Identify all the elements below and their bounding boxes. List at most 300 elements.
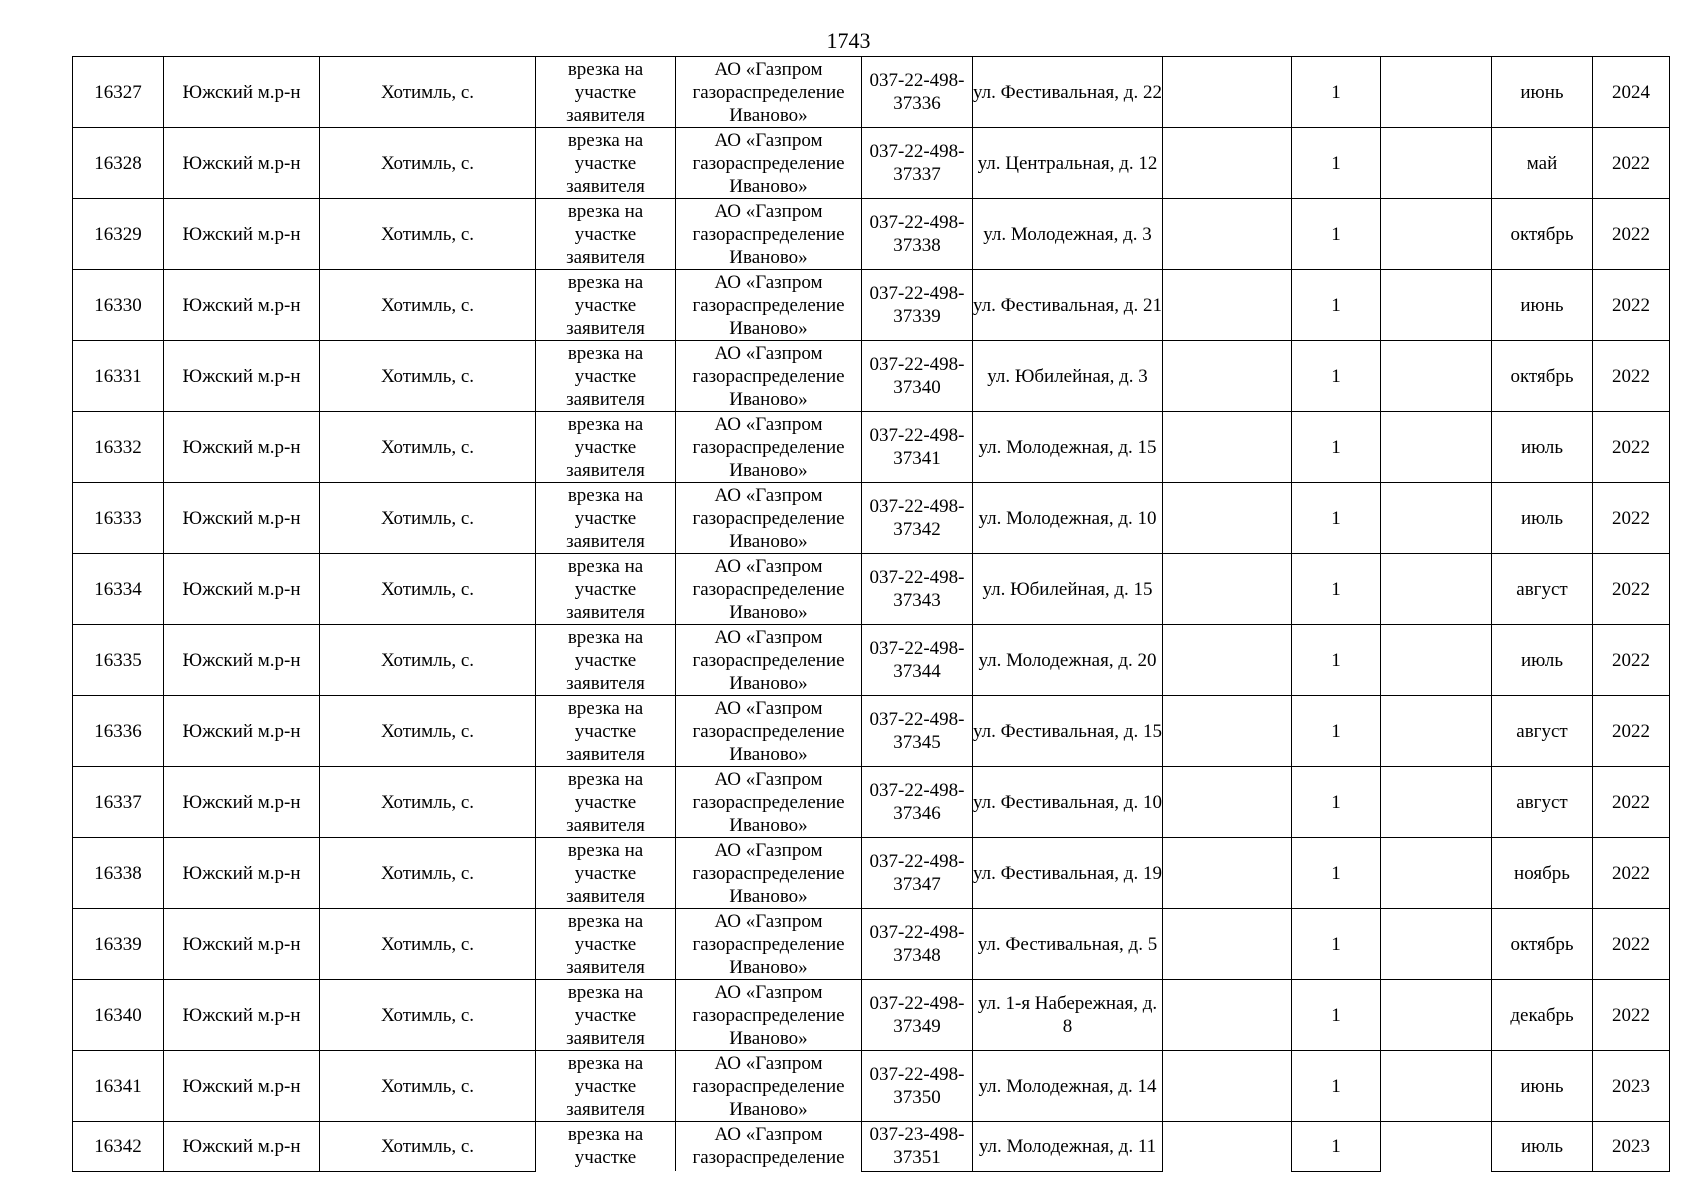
table-row <box>73 767 1670 838</box>
row-number <box>73 767 164 838</box>
locality-cell <box>320 838 536 909</box>
empty-cell <box>1163 625 1292 696</box>
count-cell-text: 1 <box>1331 791 1341 813</box>
address-cell-text: ул. Юбилейная, д. 15 <box>982 578 1153 600</box>
year-cell <box>1593 767 1670 838</box>
count-cell <box>1292 199 1381 270</box>
year-cell-text: 2022 <box>1612 365 1650 387</box>
connection-type-cell-text: врезка на участке заявителя <box>566 342 645 410</box>
locality-cell <box>320 1122 536 1172</box>
count-cell-text: 1 <box>1331 152 1341 174</box>
month-cell-text: август <box>1516 578 1568 600</box>
address-cell-text: ул. Фестивальная, д. 19 <box>973 862 1162 884</box>
count-cell <box>1292 625 1381 696</box>
connection-type-cell <box>536 199 676 270</box>
month-cell-text: июнь <box>1520 1075 1564 1097</box>
month-cell-text: июнь <box>1520 81 1564 103</box>
locality-cell <box>320 412 536 483</box>
month-cell <box>1492 625 1593 696</box>
locality-cell-text: Хотимль, с. <box>380 294 475 316</box>
address-cell <box>973 838 1163 909</box>
count-cell <box>1292 270 1381 341</box>
address-cell-text: ул. Молодежная, д. 20 <box>978 649 1157 671</box>
row-number-text: 16339 <box>94 933 142 955</box>
district-cell <box>164 554 320 625</box>
gas-company-cell-text: АО «Газпром газораспределение Иваново» <box>692 626 845 694</box>
locality-cell-text: Хотимль, с. <box>380 223 475 245</box>
address-cell <box>973 412 1163 483</box>
row-number <box>73 341 164 412</box>
object-code-cell-text: 037-22-498-37344 <box>869 638 965 682</box>
district-cell <box>164 980 320 1051</box>
year-cell-text: 2023 <box>1612 1135 1650 1157</box>
year-cell-text: 2022 <box>1612 1004 1650 1026</box>
locality-cell-text: Хотимль, с. <box>380 152 475 174</box>
object-code-cell-text: 037-22-498-37341 <box>869 425 965 469</box>
connection-type-cell <box>536 696 676 767</box>
table-row <box>73 412 1670 483</box>
address-cell <box>973 199 1163 270</box>
district-cell-text: Южский м.р-н <box>182 933 301 955</box>
object-code-cell <box>862 909 973 980</box>
address-cell <box>973 341 1163 412</box>
count-cell <box>1292 838 1381 909</box>
count-cell <box>1292 1051 1381 1122</box>
month-cell-text: май <box>1526 152 1558 174</box>
empty-cell <box>1163 128 1292 199</box>
empty-cell <box>1163 767 1292 838</box>
address-cell-text: ул. Фестивальная, д. 21 <box>973 294 1162 316</box>
district-cell-text: Южский м.р-н <box>182 1075 301 1097</box>
connection-type-cell <box>536 554 676 625</box>
year-cell-text: 2022 <box>1612 294 1650 316</box>
year-cell-text: 2022 <box>1612 223 1650 245</box>
row-number <box>73 909 164 980</box>
locality-cell-text: Хотимль, с. <box>380 791 475 813</box>
year-cell <box>1593 483 1670 554</box>
object-code-cell-text: 037-22-498-37340 <box>869 354 965 398</box>
gas-company-cell-text: АО «Газпром газораспределение Иваново» <box>692 200 845 268</box>
row-number-text: 16329 <box>94 223 142 245</box>
connection-type-cell <box>536 838 676 909</box>
table-row <box>73 128 1670 199</box>
address-cell <box>973 128 1163 199</box>
row-number-text: 16327 <box>94 81 142 103</box>
count-cell <box>1292 128 1381 199</box>
locality-cell-text: Хотимль, с. <box>380 862 475 884</box>
gas-company-cell-text: АО «Газпром газораспределение Иваново» <box>692 768 845 836</box>
district-cell <box>164 625 320 696</box>
object-code-cell-text: 037-22-498-37349 <box>869 993 965 1037</box>
district-cell-text: Южский м.р-н <box>182 1004 301 1026</box>
row-number <box>73 412 164 483</box>
gas-company-cell <box>676 980 862 1051</box>
month-cell-text: июнь <box>1520 294 1564 316</box>
locality-cell <box>320 483 536 554</box>
gas-company-cell <box>676 767 862 838</box>
year-cell-text: 2022 <box>1612 933 1650 955</box>
count-cell-text: 1 <box>1331 81 1341 103</box>
table-row <box>73 483 1670 554</box>
locality-cell-text: Хотимль, с. <box>380 649 475 671</box>
year-cell <box>1593 980 1670 1051</box>
year-cell-text: 2022 <box>1612 649 1650 671</box>
object-code-cell <box>862 270 973 341</box>
district-cell-text: Южский м.р-н <box>182 578 301 600</box>
row-number-text: 16342 <box>94 1135 142 1157</box>
month-cell-text: август <box>1516 791 1568 813</box>
count-cell-text: 1 <box>1331 649 1341 671</box>
district-cell-text: Южский м.р-н <box>182 720 301 742</box>
locality-cell-text: Хотимль, с. <box>380 81 475 103</box>
address-cell <box>973 1051 1163 1122</box>
object-code-cell-text: 037-22-498-37346 <box>869 780 965 824</box>
year-cell-text: 2023 <box>1612 1075 1650 1097</box>
gas-company-cell-text: АО «Газпром газораспределение Иваново» <box>692 1052 845 1120</box>
empty-cell <box>1381 767 1492 838</box>
address-cell-text: ул. Юбилейная, д. 3 <box>987 365 1148 387</box>
empty-cell <box>1163 483 1292 554</box>
district-cell-text: Южский м.р-н <box>182 81 301 103</box>
object-code-cell-text: 037-22-498-37339 <box>869 283 965 327</box>
locality-cell <box>320 696 536 767</box>
address-cell <box>973 909 1163 980</box>
district-cell <box>164 1122 320 1172</box>
empty-cell <box>1163 838 1292 909</box>
object-code-cell-text: 037-22-498-37338 <box>869 212 965 256</box>
district-cell <box>164 767 320 838</box>
empty-cell <box>1163 341 1292 412</box>
row-number <box>73 199 164 270</box>
month-cell-text: декабрь <box>1510 1004 1574 1026</box>
empty-cell <box>1381 625 1492 696</box>
count-cell-text: 1 <box>1331 436 1341 458</box>
address-cell-text: ул. Фестивальная, д. 5 <box>977 933 1158 955</box>
object-code-cell-text: 037-22-498-37350 <box>869 1064 965 1108</box>
count-cell <box>1292 57 1381 128</box>
district-cell-text: Южский м.р-н <box>182 1135 301 1157</box>
year-cell <box>1593 412 1670 483</box>
connection-type-cell <box>536 1051 676 1122</box>
address-cell-text: ул. Молодежная, д. 10 <box>978 507 1157 529</box>
empty-cell <box>1163 412 1292 483</box>
district-cell <box>164 128 320 199</box>
empty-cell <box>1163 1122 1292 1172</box>
empty-cell <box>1381 696 1492 767</box>
connection-type-cell-text: врезка на участке заявителя <box>566 200 645 268</box>
locality-cell-text: Хотимль, с. <box>380 578 475 600</box>
gas-company-cell-text: АО «Газпром газораспределение Иваново» <box>692 484 845 552</box>
month-cell <box>1492 341 1593 412</box>
year-cell-text: 2022 <box>1612 862 1650 884</box>
year-cell-text: 2024 <box>1612 81 1650 103</box>
row-number-text: 16330 <box>94 294 142 316</box>
month-cell-text: июль <box>1520 1135 1564 1157</box>
object-code-cell-text: 037-22-498-37336 <box>869 70 965 114</box>
year-cell-text: 2022 <box>1612 791 1650 813</box>
locality-cell-text: Хотимль, с. <box>380 507 475 529</box>
count-cell <box>1292 980 1381 1051</box>
locality-cell-text: Хотимль, с. <box>380 365 475 387</box>
gas-company-cell-text: АО «Газпром газораспределение Иваново» <box>692 413 845 481</box>
month-cell-text: ноябрь <box>1514 862 1570 884</box>
year-cell <box>1593 128 1670 199</box>
count-cell-text: 1 <box>1331 1135 1341 1157</box>
month-cell <box>1492 696 1593 767</box>
address-cell-text: ул. Молодежная, д. 15 <box>978 436 1157 458</box>
object-code-cell <box>862 767 973 838</box>
row-number <box>73 554 164 625</box>
empty-cell <box>1163 1051 1292 1122</box>
month-cell-text: октябрь <box>1510 365 1574 387</box>
count-cell <box>1292 483 1381 554</box>
row-number <box>73 696 164 767</box>
locality-cell <box>320 625 536 696</box>
table-row <box>73 270 1670 341</box>
district-cell <box>164 1051 320 1122</box>
locality-cell <box>320 270 536 341</box>
table-row <box>73 554 1670 625</box>
gas-company-cell <box>676 128 862 199</box>
gas-company-cell-text: АО «Газпром газораспределение Иваново» <box>692 555 845 623</box>
count-cell-text: 1 <box>1331 933 1341 955</box>
empty-cell <box>1163 199 1292 270</box>
year-cell <box>1593 838 1670 909</box>
gas-company-cell <box>676 412 862 483</box>
connection-type-cell <box>536 128 676 199</box>
year-cell-text: 2022 <box>1612 152 1650 174</box>
object-code-cell-text: 037-22-498-37345 <box>869 709 965 753</box>
month-cell <box>1492 483 1593 554</box>
month-cell-text: июль <box>1520 507 1564 529</box>
connection-type-cell <box>536 57 676 128</box>
gas-company-cell-text: АО «Газпром газораспределение Иваново» <box>692 58 845 126</box>
connection-type-cell-text: врезка на участке заявителя <box>566 555 645 623</box>
object-code-cell <box>862 57 973 128</box>
address-cell <box>973 980 1163 1051</box>
gas-company-cell <box>676 57 862 128</box>
address-cell-text: ул. Молодежная, д. 11 <box>978 1135 1157 1157</box>
connection-type-cell-text: врезка на участке заявителя <box>566 839 645 907</box>
count-cell <box>1292 554 1381 625</box>
gas-company-cell <box>676 199 862 270</box>
month-cell <box>1492 412 1593 483</box>
month-cell-text: октябрь <box>1510 223 1574 245</box>
row-number-text: 16332 <box>94 436 142 458</box>
year-cell <box>1593 625 1670 696</box>
object-code-cell <box>862 554 973 625</box>
locality-cell <box>320 57 536 128</box>
count-cell <box>1292 696 1381 767</box>
gas-company-cell <box>676 341 862 412</box>
address-cell <box>973 767 1163 838</box>
table-row <box>73 980 1670 1051</box>
count-cell-text: 1 <box>1331 223 1341 245</box>
empty-cell <box>1381 980 1492 1051</box>
count-cell <box>1292 341 1381 412</box>
empty-cell <box>1381 128 1492 199</box>
gas-company-cell <box>676 483 862 554</box>
locality-cell-text: Хотимль, с. <box>380 436 475 458</box>
table-row <box>73 909 1670 980</box>
empty-cell <box>1381 412 1492 483</box>
gas-company-cell-text: АО «Газпром газораспределение Иваново» <box>692 342 845 410</box>
year-cell <box>1593 1051 1670 1122</box>
gas-company-cell <box>676 270 862 341</box>
gas-company-cell <box>676 696 862 767</box>
object-code-cell-text: 037-22-498-37342 <box>869 496 965 540</box>
year-cell <box>1593 270 1670 341</box>
address-cell <box>973 554 1163 625</box>
empty-cell <box>1163 980 1292 1051</box>
month-cell <box>1492 128 1593 199</box>
table-row <box>73 1051 1670 1122</box>
gas-company-cell-text: АО «Газпром газораспределение Иваново» <box>692 271 845 339</box>
row-number-text: 16340 <box>94 1004 142 1026</box>
connection-type-cell-text: врезка на участке заявителя <box>566 910 645 978</box>
empty-cell <box>1163 696 1292 767</box>
object-code-cell-text: 037-22-498-37348 <box>869 922 965 966</box>
count-cell-text: 1 <box>1331 1075 1341 1097</box>
locality-cell <box>320 341 536 412</box>
year-cell <box>1593 1122 1670 1172</box>
connection-type-cell-text: врезка на участке <box>567 1124 644 1168</box>
address-cell <box>973 270 1163 341</box>
row-number <box>73 838 164 909</box>
registry-table <box>72 56 1670 1172</box>
empty-cell <box>1163 909 1292 980</box>
locality-cell-text: Хотимль, с. <box>380 720 475 742</box>
object-code-cell <box>862 412 973 483</box>
connection-type-cell-text: врезка на участке заявителя <box>566 697 645 765</box>
address-cell <box>973 625 1163 696</box>
row-number <box>73 625 164 696</box>
object-code-cell <box>862 199 973 270</box>
page-number: 1743 <box>826 28 871 53</box>
count-cell <box>1292 767 1381 838</box>
connection-type-cell <box>536 341 676 412</box>
district-cell <box>164 412 320 483</box>
locality-cell <box>320 1051 536 1122</box>
connection-type-cell <box>536 980 676 1051</box>
gas-company-cell <box>676 909 862 980</box>
address-cell-text: ул. Фестивальная, д. 15 <box>973 720 1162 742</box>
gas-company-cell-text: АО «Газпром газораспределение Иваново» <box>692 129 845 197</box>
empty-cell <box>1163 554 1292 625</box>
district-cell-text: Южский м.р-н <box>182 294 301 316</box>
row-number <box>73 483 164 554</box>
row-number-text: 16328 <box>94 152 142 174</box>
year-cell-text: 2022 <box>1612 507 1650 529</box>
month-cell <box>1492 554 1593 625</box>
gas-company-cell-text: АО «Газпром газораспределение Иваново» <box>692 839 845 907</box>
district-cell <box>164 270 320 341</box>
year-cell-text: 2022 <box>1612 578 1650 600</box>
object-code-cell <box>862 980 973 1051</box>
gas-company-cell <box>676 838 862 909</box>
table-row <box>73 57 1670 128</box>
district-cell <box>164 341 320 412</box>
gas-company-cell <box>676 1051 862 1122</box>
district-cell-text: Южский м.р-н <box>182 507 301 529</box>
locality-cell <box>320 128 536 199</box>
connection-type-cell <box>536 270 676 341</box>
empty-cell <box>1163 270 1292 341</box>
month-cell <box>1492 270 1593 341</box>
empty-cell <box>1381 483 1492 554</box>
address-cell-text: ул. Центральная, д. 12 <box>977 152 1158 174</box>
district-cell <box>164 57 320 128</box>
row-number <box>73 57 164 128</box>
year-cell-text: 2022 <box>1612 720 1650 742</box>
table-row <box>73 625 1670 696</box>
connection-type-cell-text: врезка на участке заявителя <box>566 484 645 552</box>
connection-type-cell <box>536 909 676 980</box>
month-cell-text: июль <box>1520 649 1564 671</box>
empty-cell <box>1381 838 1492 909</box>
year-cell-text: 2022 <box>1612 436 1650 458</box>
month-cell-text: июль <box>1520 436 1564 458</box>
connection-type-cell <box>536 412 676 483</box>
district-cell-text: Южский м.р-н <box>182 365 301 387</box>
row-number-text: 16341 <box>94 1075 142 1097</box>
count-cell-text: 1 <box>1331 507 1341 529</box>
gas-company-cell-text: АО «Газпром газораспределение Иваново» <box>692 910 845 978</box>
month-cell-text: август <box>1516 720 1568 742</box>
address-cell-text: ул. Фестивальная, д. 10 <box>973 791 1162 813</box>
district-cell-text: Южский м.р-н <box>182 223 301 245</box>
connection-type-cell-text: врезка на участке заявителя <box>566 981 645 1049</box>
object-code-cell-text: 037-22-498-37343 <box>869 567 965 611</box>
count-cell <box>1292 909 1381 980</box>
empty-cell <box>1163 57 1292 128</box>
address-cell-text: ул. 1-я Набережная, д. 8 <box>977 993 1158 1037</box>
object-code-cell <box>862 341 973 412</box>
connection-type-cell-text: врезка на участке заявителя <box>566 413 645 481</box>
year-cell <box>1593 341 1670 412</box>
empty-cell <box>1381 270 1492 341</box>
count-cell-text: 1 <box>1331 365 1341 387</box>
connection-type-cell <box>536 625 676 696</box>
count-cell-text: 1 <box>1331 578 1341 600</box>
address-cell-text: ул. Фестивальная, д. 22 <box>973 81 1162 103</box>
table-row <box>73 1122 1670 1172</box>
count-cell-text: 1 <box>1331 862 1341 884</box>
object-code-cell <box>862 483 973 554</box>
count-cell-text: 1 <box>1331 294 1341 316</box>
month-cell <box>1492 1051 1593 1122</box>
address-cell <box>973 57 1163 128</box>
district-cell-text: Южский м.р-н <box>182 649 301 671</box>
row-number <box>73 1051 164 1122</box>
registry-body <box>73 57 1670 1172</box>
row-number-text: 16333 <box>94 507 142 529</box>
address-cell-text: ул. Молодежная, д. 14 <box>978 1075 1157 1097</box>
object-code-cell <box>862 1122 973 1172</box>
count-cell-text: 1 <box>1331 1004 1341 1026</box>
district-cell <box>164 838 320 909</box>
row-number-text: 16337 <box>94 791 142 813</box>
gas-company-cell <box>676 554 862 625</box>
locality-cell <box>320 909 536 980</box>
connection-type-cell <box>536 483 676 554</box>
connection-type-cell-text: врезка на участке заявителя <box>566 129 645 197</box>
year-cell <box>1593 554 1670 625</box>
month-cell-text: октябрь <box>1510 933 1574 955</box>
table-row <box>73 199 1670 270</box>
address-cell-text: ул. Молодежная, д. 3 <box>983 223 1152 245</box>
locality-cell-text: Хотимль, с. <box>380 1135 475 1157</box>
